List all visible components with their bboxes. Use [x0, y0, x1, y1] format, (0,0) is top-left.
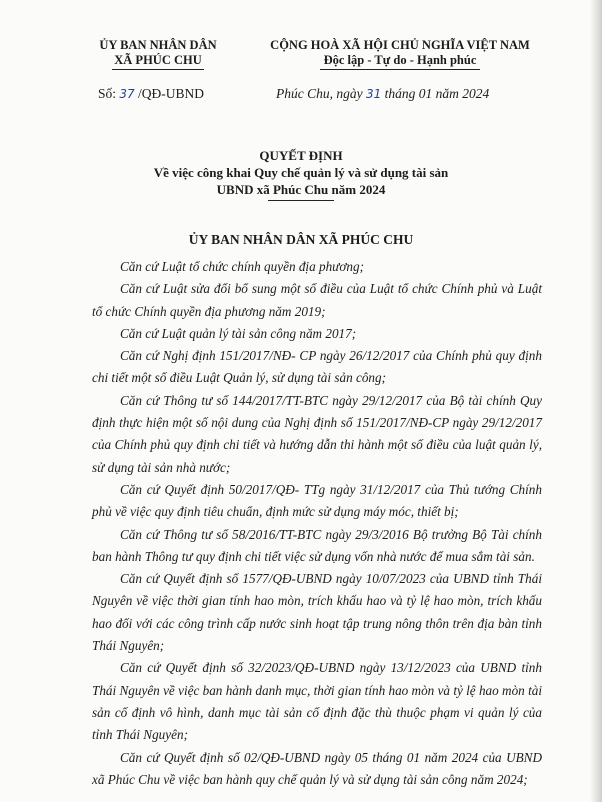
legal-basis-paragraph: Căn cứ Quyết định số 32/2023/QĐ-UBND ngày 13/12/2023 của UBND tỉnh Thái Nguyên về việc ban hành danh mục, thời gian tính hao mòn và tỷ lệ hao mòn tài sản cố định vô hình, danh mục tài sản cố định đặc thù thuộc phạm vi quản lý của tỉnh Thái Nguyên; [92, 660, 542, 743]
scan-edge-shadow [590, 0, 602, 802]
legal-basis-paragraph: Căn cứ Nghị định 151/2017/NĐ- CP ngày 26/12/2017 của Chính phủ quy định chi tiết một số điều Luật Quản lý, sử dụng tài sản công; [92, 348, 542, 386]
legal-basis-body [92, 256, 542, 791]
issuing-authority-header [72, 38, 244, 70]
nation-name: CỘNG HOÀ XÃ HỘI CHỦ NGHĨA VIỆT NAM [270, 38, 530, 52]
legal-basis-paragraph: Căn cứ Quyết định số 02/QĐ-UBND ngày 05 tháng 01 năm 2024 của UBND xã Phúc Chu về việc ban hành quy chế quản lý và sử dụng tài sản công năm 2024; [92, 749, 542, 787]
legal-basis-paragraph: Căn cứ Luật tổ chức chính quyền địa phương; [120, 259, 364, 274]
document-number-handwritten: 37 [119, 87, 135, 101]
legal-basis-paragraph: Căn cứ Thông tư số 58/2016/TT-BTC ngày 29/3/2016 Bộ trưởng Bộ Tài chính ban hành Thông tư quy định chi tiết việc sử dụng vốn nhà nước để mua sắm tài sản. [92, 526, 542, 564]
legal-basis-paragraph: Căn cứ Quyết định 50/2017/QĐ- TTg ngày 31/12/2017 của Thủ tướng Chính phủ về việc quy định tiêu chuẩn, định mức sử dụng máy móc, thiết bị; [92, 481, 542, 520]
decision-type: QUYẾT ĐỊNH [259, 148, 343, 163]
document-number [98, 86, 204, 102]
day-handwritten: 31 [366, 87, 382, 101]
legal-basis-paragraph: Căn cứ Luật quản lý tài sản công năm 2017; [120, 325, 357, 341]
decision-title [0, 147, 602, 201]
place-date-prefix: Phúc Chu, ngày [276, 86, 363, 101]
document-number-suffix: /QĐ-UBND [138, 86, 205, 101]
authority-heading: ỦY BAN NHÂN DÂN XÃ PHÚC CHU [188, 232, 414, 247]
legal-basis-paragraph: Căn cứ Quyết định số 1577/QĐ-UBND ngày 10/07/2023 của UBND tỉnh Thái Nguyên về việc thời gian tính hao mòn, trích khấu hao và tỷ lệ hao mòn, trích khấu hao đối với các công trình cấp nước sinh hoạt tập trung nông thôn trên địa bàn tỉnh Thái Nguyên; [92, 571, 542, 654]
title-underline [268, 200, 334, 201]
place-and-date [276, 86, 536, 102]
place-date-suffix: tháng 01 năm 2024 [384, 86, 490, 101]
issuing-authority-line1: ỦY BAN NHÂN DÂN [99, 38, 217, 52]
legal-basis-paragraph: Căn cứ Luật sửa đổi bổ sung một số điều của Luật tổ chức Chính phủ và Luật tổ chức Chính quyền địa phương năm 2019; [92, 281, 542, 319]
decision-subject-line2: UBND xã Phúc Chu năm 2024 [216, 182, 386, 197]
national-motto-header [250, 38, 550, 70]
document-number-prefix: Số: [98, 86, 117, 101]
issuing-authority-line2: XÃ PHÚC CHU [112, 53, 204, 70]
legal-basis-paragraph: Căn cứ Thông tư số 144/2017/TT-BTC ngày 29/12/2017 của Bộ tài chính Quy định thực hiện một số nội dung của Nghị định số 151/2017/NĐ-CP ngày 29/12/2017 của Chính phủ quy định chi tiết và hướng dẫn thi hành một số điều của luật quản lý, sử dụng tài sản nhà nước; [92, 392, 542, 475]
national-motto: Độc lập - Tự do - Hạnh phúc [320, 53, 481, 70]
decision-subject-line1: Về việc công khai Quy chế quản lý và sử dụng tài sản [153, 165, 449, 180]
